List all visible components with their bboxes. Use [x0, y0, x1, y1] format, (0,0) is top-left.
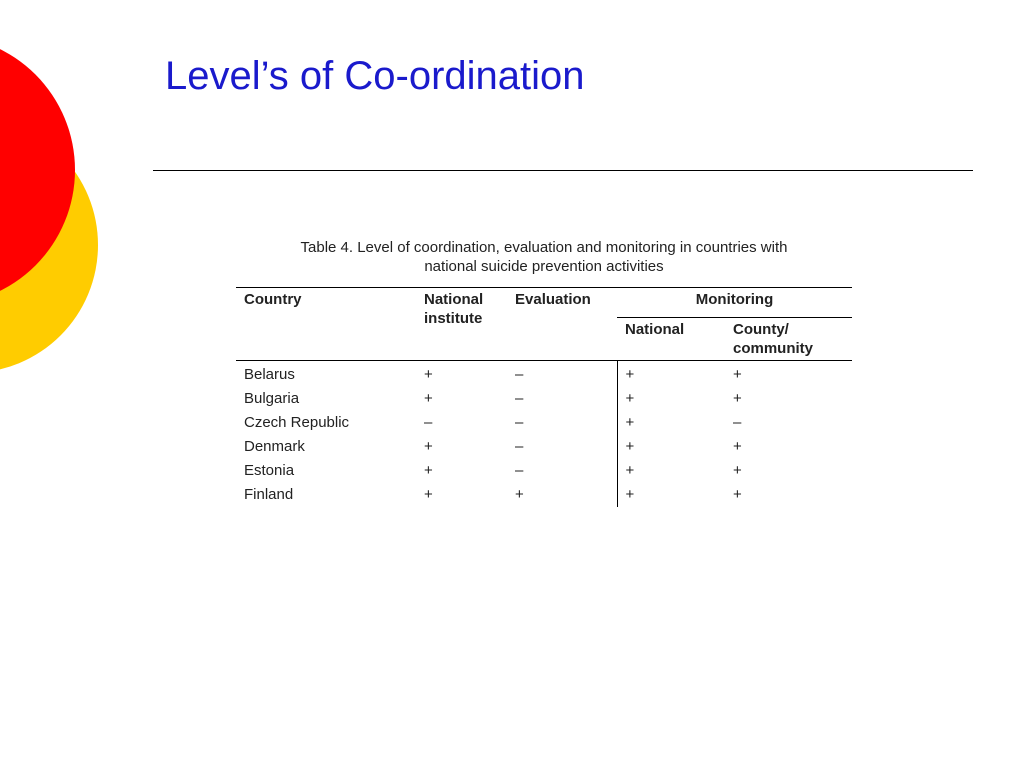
- decorative-circles: [0, 0, 120, 420]
- cell-evaluation: –: [515, 366, 524, 383]
- cell-institute: +: [424, 390, 433, 407]
- cell-evaluation: +: [515, 486, 524, 503]
- cell-county: +: [733, 366, 742, 383]
- table-row: [236, 483, 852, 507]
- table-header-row: [236, 288, 852, 318]
- cell-evaluation: –: [515, 438, 524, 455]
- table-caption-line-1: Table 4. Level of coordination, evaluation and monitoring in countries with: [300, 239, 788, 256]
- cell-country: Denmark: [244, 438, 305, 455]
- header-monitoring: Monitoring: [617, 288, 852, 318]
- slide-title: Level’s of Co-ordination: [165, 54, 585, 98]
- header-national-institute: National institute: [416, 288, 507, 361]
- table-row: [236, 361, 852, 388]
- table-row: [236, 459, 852, 483]
- cell-evaluation: –: [515, 390, 524, 407]
- table-row: [236, 387, 852, 411]
- header-monitoring-county: County/ community: [725, 318, 852, 361]
- cell-national: +: [617, 435, 725, 459]
- cell-institute: +: [424, 462, 433, 479]
- cell-national: +: [617, 459, 725, 483]
- cell-county: +: [733, 438, 742, 455]
- header-monitoring-national: National: [617, 318, 725, 361]
- cell-country: Estonia: [244, 462, 295, 479]
- header-evaluation: Evaluation: [507, 288, 617, 361]
- cell-county: +: [733, 462, 742, 479]
- cell-country: Belarus: [244, 366, 295, 383]
- cell-institute: +: [424, 486, 433, 503]
- cell-country: Bulgaria: [244, 390, 300, 407]
- table-figure: [236, 238, 852, 507]
- title-divider: [153, 170, 973, 171]
- coordination-table: [236, 287, 852, 507]
- cell-institute: –: [424, 414, 433, 431]
- cell-institute: +: [424, 366, 433, 383]
- cell-evaluation: –: [515, 414, 524, 431]
- cell-evaluation: –: [515, 462, 524, 479]
- header-country: Country: [236, 288, 416, 361]
- cell-county: +: [733, 390, 742, 407]
- table-row: [236, 435, 852, 459]
- cell-country: Finland: [244, 486, 294, 503]
- cell-institute: +: [424, 438, 433, 455]
- table-caption: [236, 238, 852, 276]
- cell-county: +: [733, 486, 742, 503]
- table-caption-line-2: national suicide prevention activities: [424, 258, 664, 275]
- cell-county: –: [733, 414, 742, 431]
- cell-national: +: [617, 411, 725, 435]
- cell-national: +: [617, 361, 725, 388]
- cell-country: Czech Republic: [244, 414, 350, 431]
- cell-national: +: [617, 483, 725, 507]
- cell-national: +: [617, 387, 725, 411]
- table-row: [236, 411, 852, 435]
